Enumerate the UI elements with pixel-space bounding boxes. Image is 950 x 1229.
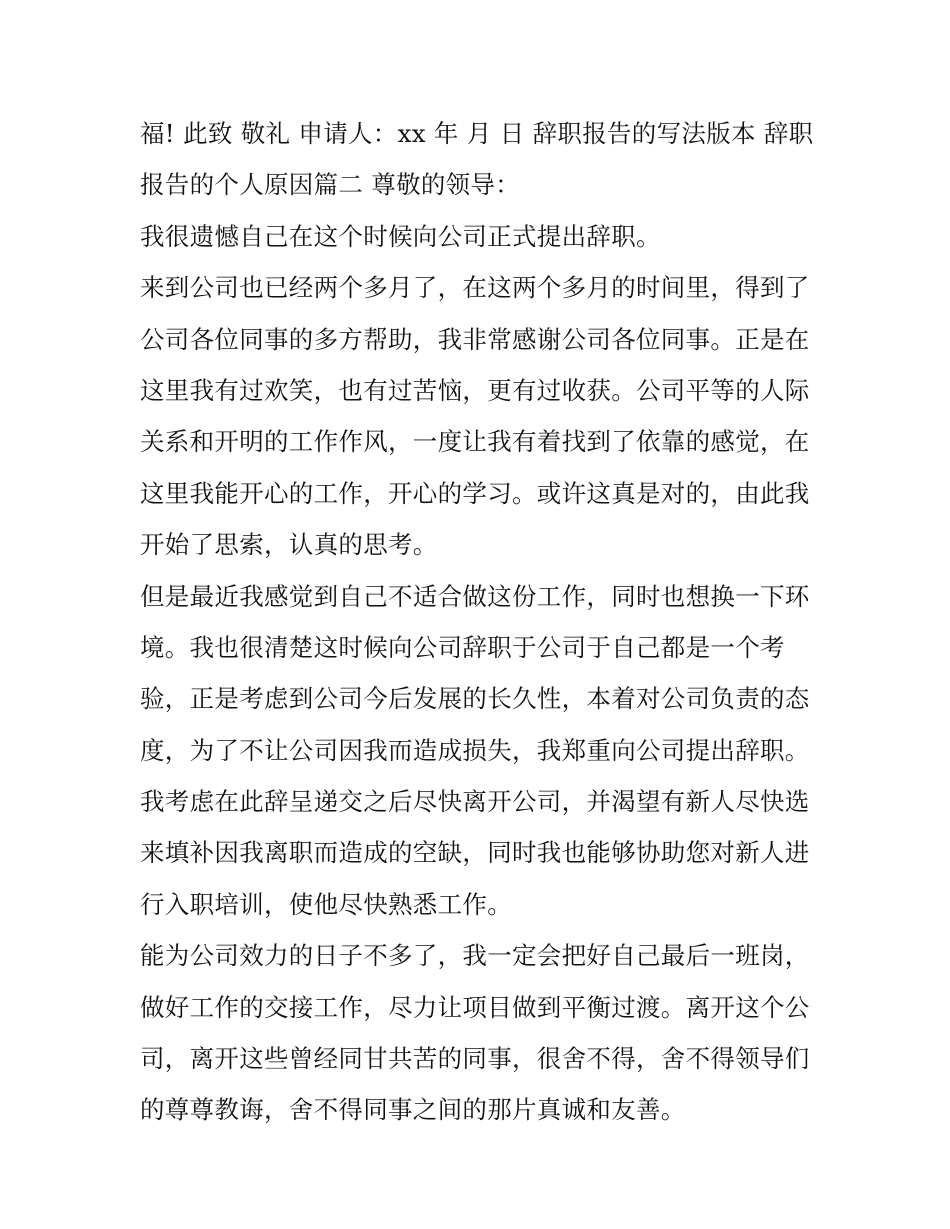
paragraph-reason [140,571,820,777]
text-line: 关系和开明的工作作风，一度让我有着找到了依靠的感觉，在 [140,427,810,457]
text-line: 的尊尊教诲，舍不得同事之间的那片真诚和友善。 [140,1095,686,1125]
text-line: 司，离开这些曾经同甘共苦的同事，很舍不得，舍不得领导们 [140,1044,810,1074]
text-line: 我很遗憾自己在这个时候向公司正式提出辞职。 [140,221,661,251]
text-line: 开始了思索，认真的思考。 [140,530,438,560]
text-line: 福! 此致 敬礼 申请人：xx 年 月 日 辞职报告的写法版本 辞职 [140,119,814,148]
text-line: 验，正是考虑到公司今后发展的长久性，本着对公司负责的态 [140,684,810,714]
document-body [140,108,820,1136]
text-line: 度，为了不让公司因我而造成损失，我郑重向公司提出辞职。 [140,735,810,765]
paragraph-experience [140,262,820,570]
text-line: 这里我有过欢笑，也有过苦恼，更有过收获。公司平等的人际 [140,375,810,405]
text-line: 我考虑在此辞呈递交之后尽快离开公司，并渴望有新人尽快选 [140,787,810,817]
paragraph-handover [140,776,820,930]
text-line: 做好工作的交接工作，尽力让项目做到平衡过渡。离开这个公 [140,992,810,1022]
text-line: 公司各位同事的多方帮助，我非常感谢公司各位同事。正是在 [140,324,810,354]
text-line: 来到公司也已经两个多月了，在这两个多月的时间里，得到了 [140,273,810,303]
text-line: 报告的个人原因篇二 尊敬的领导： [140,170,521,200]
text-line: 这里我能开心的工作，开心的学习。或许这真是对的，由此我 [140,478,810,508]
text-line: 行入职培训，使他尽快熟悉工作。 [140,889,512,919]
text-line: 但是最近我感觉到自己不适合做这份工作，同时也想换一下环 [140,581,810,611]
paragraph-closing-and-heading [140,108,820,211]
text-line: 境。我也很清楚这时候向公司辞职于公司于自己都是一个考 [140,632,785,662]
paragraph-intro [140,211,820,262]
text-line: 能为公司效力的日子不多了，我一定会把好自己最后一班岗， [140,941,810,971]
text-line: 来填补因我离职而造成的空缺，同时我也能够协助您对新人进 [140,838,810,868]
paragraph-farewell [140,930,820,1136]
